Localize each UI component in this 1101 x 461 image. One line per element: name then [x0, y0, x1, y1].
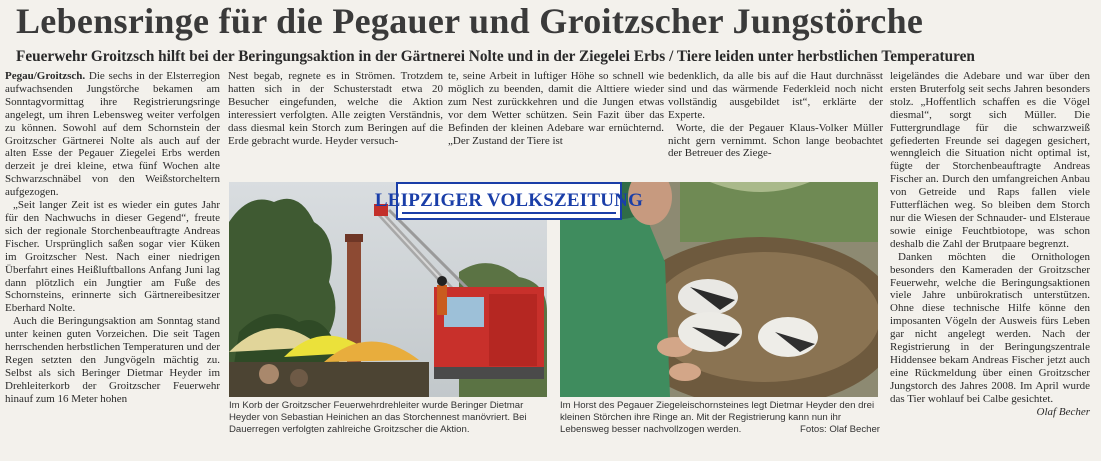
- paragraph: Auch die Beringungsaktion am Sonntag stand unter keinen guten Vorzeichen. Die seit Tagen herrschenden herbstlichen Temperaturen und der Regen setzten den Jungvögeln mächtig zu. Selbst als sich Beringer Dietmar Heyder im Drehleiterkorb der Groitzscher Feuerwehr hinauf zum 16 Meter hohen: [5, 315, 220, 405]
- paragraph: bedenklich, da alle bis auf die Haut durchnässt sind und das wärmende Federkleid noch nicht vollständig ausgebildet ist“, erklärte der Experte.: [668, 70, 883, 121]
- article-column-5: [890, 70, 1090, 418]
- paragraph-text: Die sechs in der Elsterregion aufwachsenden Jungstörche bekamen am Sonntagvormittag ihre Registrierungsringe angelegt, um ihren Lebensweg weiter verfolgen zu können. Sowohl auf dem Schornstein der Groitzscher Gärtnerei Nolte als auch auf der alten Esse der Pegauer Ziegelei Erbs werden derzeit je drei kleine, etwa fünf Wochen alte Schwarzschnäbel von den Weißstorcheltern aufgezogen.: [5, 70, 221, 199]
- paragraph: [890, 250, 1090, 418]
- photo-credit: Fotos: Olaf Becher: [800, 424, 880, 436]
- photo-caption-right: [560, 400, 880, 437]
- article-column-1: [5, 70, 220, 406]
- paragraph: Worte, die der Pegauer Klaus-Volker Müller nicht gern vernimmt. Schon lange beobachtet der Betreuer des Ziege-: [668, 121, 883, 160]
- author-signature: Olaf Becher: [1036, 405, 1090, 418]
- article-column-3: [448, 70, 664, 147]
- paragraph: [5, 70, 220, 199]
- article-column-4: [668, 70, 883, 160]
- logo-rule: [402, 212, 616, 214]
- paragraph: „Seit langer Zeit ist es wieder ein gutes Jahr für den Nachwuchs in dieser Gegend“, freute sich der regionale Storchenbeauftragte Andreas Fischer. Ursprünglich saßen sogar vier Küken im Groitzscher Nest. Nach einer niedrigen Überfahrt eines Heißluftballons Anfang Juni lag dann plötzlich ein Jungtier am Fuße des Schornsteins, erinnerte sich Gärtnereibesitzer Eberhard Nolte.: [5, 199, 220, 315]
- headline: Lebensringe für die Pegauer und Groitzscher Jungstörche: [16, 1, 924, 41]
- paragraph: leigeländes die Adebare und war über den ersten Bruterfolg seit sechs Jahren besonders stolz. „Hoffentlich schaffen es die Vögel diesmal“, sorgt sich Müller. Die Futtergrundlage für die schwarzweiß gefiederten Freunde sei dagegen gesichert, wenngleich die Situation nicht optimal ist, fügte der Storchenbeauftragte Andreas Fischer an. Durch den umfangreichen Anbau von Getreide und Raps fallen viele Futterflächen weg. So bleiben dem Storch nur die Wiesen der Schnauder- und Elsteraue sowie einige Feuchtbiotope, was schon deshalb die Zahl der Brutpaare begrenzt.: [890, 70, 1090, 250]
- paragraph-text: Danken möchten die Ornithologen besonders den Kameraden der Groitzscher Feuerwehr, welche die Beringungsaktionen viele Jahre unbürokratisch unterstützen. Ohne diese technische Hilfe könne den imposanten Vögeln der Ausweis fürs Leben gar nicht angelegt werden. Nach der Registrierung in der Beringungszentrale Hiddensee bekam Andreas Fischer jetzt auch eine Rückmeldung über einen Groitzscher Jungstorch des Jahres 2008. Im April wurde das Tier wohlauf bei Calbe gesichtet.: [890, 250, 1090, 405]
- paragraph: te, seine Arbeit in luftiger Höhe so schnell wie möglich zu beenden, damit die Alttiere wieder zum Nest zurückkehren und die Jungen etwas vor dem Wetter schützen. Sein Fazit über das Befinden der kleinen Adebare war ernüchternd. „Der Zustand der Tiere ist: [448, 70, 664, 147]
- caption-text: Im Horst des Pegauer Ziegeleischornsteines legt Dietmar Heyder den drei kleinen Störchen ihre Ringe an. Mit der Registrierung kann nun ihr Lebensweg besser nachvollzogen werden.: [560, 400, 875, 436]
- dateline: Pegau/Groitzsch.: [5, 70, 86, 82]
- photo-caption-left: Im Korb der Groitzscher Feuerwehrdrehleiter wurde Beringer Dietmar Heyder von Sebastian Heinichen an das Storchennest manövriert. Bei Dauerregen verfolgten zahlreiche Groitzscher die Aktion.: [229, 400, 527, 436]
- newspaper-logo: [374, 182, 644, 220]
- article-column-2: [228, 70, 443, 147]
- logo-text: LEIPZIGER VOLKSZEITUNG: [374, 190, 644, 211]
- subheadline: Feuerwehr Groitzsch hilft bei der Beringungsaktion in der Gärtnerei Nolte und in der Ziegelei Erbs / Tiere leiden unter herbstlichen Temperaturen: [16, 48, 975, 65]
- paragraph: Nest begab, regnete es in Strömen. Trotzdem hatten sich in der Schusterstadt etwa 20 Besucher eingefunden, welche die Aktion interessiert verfolgten. Alle zeigten Verständnis, dass diesmal kein Storch zum Beringen auf die Erde gebracht wurde. Heyder versuch-: [228, 70, 443, 147]
